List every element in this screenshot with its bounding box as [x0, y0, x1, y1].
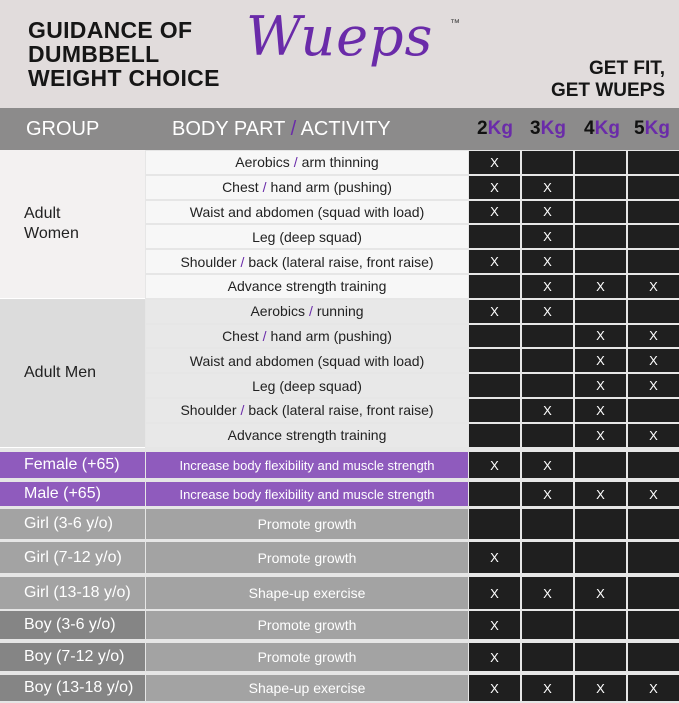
activity-text: hand arm (pushing)	[270, 327, 392, 344]
weight-cell	[522, 250, 573, 273]
activity-text: Shape-up exercise	[248, 585, 366, 601]
activity-text: Increase body flexibility and muscle strength	[179, 457, 435, 473]
slogan-line: GET WUEPS	[550, 80, 665, 101]
activity-cell	[146, 611, 468, 639]
weight-cell	[628, 325, 679, 348]
check-mark: X	[490, 179, 499, 195]
header	[0, 0, 679, 108]
weight-cell	[575, 542, 626, 573]
weight-cell	[575, 399, 626, 422]
group-label	[24, 150, 142, 299]
activity-cell	[146, 201, 468, 224]
weight-cell	[522, 643, 573, 671]
weight-cell	[469, 225, 520, 248]
weight-cell	[469, 424, 520, 447]
check-mark: X	[490, 550, 499, 565]
group-name: Girl (3-6 y/o)	[24, 515, 113, 532]
weight-cell	[469, 577, 520, 609]
activity-text: Waist and abdomen (squad with load)	[189, 203, 425, 220]
activity-text: Aerobics	[235, 154, 290, 171]
weight-cell	[628, 374, 679, 397]
weight-cell	[628, 275, 679, 298]
page-title	[28, 18, 220, 90]
weight-cell	[628, 349, 679, 372]
check-mark: X	[596, 680, 605, 696]
slash-separator: /	[262, 327, 267, 344]
weight-cell	[575, 424, 626, 447]
weight-cell	[469, 611, 520, 639]
check-mark: X	[543, 179, 552, 195]
weight-cell	[522, 201, 573, 224]
weight-cell	[522, 577, 573, 609]
activity-cell	[146, 225, 468, 248]
activity-cell	[146, 542, 468, 573]
check-mark: X	[649, 353, 658, 369]
group-name: Boy (3-6 y/o)	[24, 616, 116, 633]
brand-logo	[246, 4, 466, 74]
weight-4kg-label	[580, 108, 624, 150]
weight-cell	[575, 225, 626, 248]
weight-3kg-label	[526, 108, 570, 150]
weight-cell	[628, 151, 679, 174]
slash-separator: /	[293, 154, 298, 171]
activity-cell	[146, 250, 468, 273]
weight-cell	[628, 176, 679, 199]
weight-cell	[628, 482, 679, 506]
weight-unit: Kg	[540, 118, 566, 139]
weight-cell	[522, 509, 573, 539]
weight-cell	[628, 201, 679, 224]
weight-cell	[522, 675, 573, 701]
activity-column-label	[172, 108, 391, 150]
weight-cell	[575, 452, 626, 478]
weight-cell	[575, 201, 626, 224]
weight-cell	[469, 349, 520, 372]
group-name: Girl (7-12 y/o)	[24, 548, 122, 566]
check-mark: X	[543, 303, 552, 319]
activity-text: arm thinning	[301, 154, 379, 171]
activity-text: back (lateral raise, front raise)	[248, 402, 434, 419]
activity-text: Advance strength training	[227, 427, 387, 444]
weight-cell	[469, 300, 520, 323]
activity-text: Aerobics	[250, 303, 305, 320]
weight-number: 3	[530, 118, 541, 139]
weight-cell	[628, 542, 679, 573]
activity-label: ACTIVITY	[300, 118, 391, 140]
slash-separator: /	[290, 118, 297, 140]
activity-cell	[146, 509, 468, 539]
check-mark: X	[649, 328, 658, 344]
weight-cell	[575, 577, 626, 609]
weight-cell	[575, 325, 626, 348]
check-mark: X	[490, 457, 499, 473]
activity-text: Leg (deep squad)	[252, 228, 362, 245]
slash-separator: /	[240, 253, 245, 270]
check-mark: X	[596, 328, 605, 344]
weight-unit: Kg	[644, 118, 670, 139]
activity-cell	[146, 325, 468, 348]
activity-cell	[146, 151, 468, 174]
weight-cell	[575, 275, 626, 298]
activity-text: Promote growth	[257, 649, 357, 665]
check-mark: X	[543, 486, 552, 502]
weight-cell	[469, 643, 520, 671]
weight-cell	[522, 225, 573, 248]
weight-2kg-label	[473, 108, 517, 150]
slogan-line: GET FIT,	[589, 58, 665, 79]
weight-5kg-label	[630, 108, 674, 150]
activity-cell	[146, 675, 468, 701]
group-cell	[0, 452, 145, 478]
weight-cell	[628, 452, 679, 478]
group-name: Male (+65)	[24, 485, 101, 502]
weight-unit: Kg	[594, 118, 620, 139]
check-mark: X	[596, 585, 605, 601]
weight-cell	[469, 250, 520, 273]
activity-text: hand arm (pushing)	[270, 179, 392, 196]
title-line: DUMBBELL	[28, 41, 160, 67]
activity-cell	[146, 424, 468, 447]
weight-cell	[522, 325, 573, 348]
check-mark: X	[596, 402, 605, 418]
check-mark: X	[543, 585, 552, 601]
activity-text: Waist and abdomen (squad with load)	[189, 352, 425, 369]
group-cell	[0, 542, 145, 573]
check-mark: X	[490, 154, 499, 170]
weight-cell	[522, 482, 573, 506]
activity-cell	[146, 275, 468, 298]
weight-cell	[522, 151, 573, 174]
check-mark: X	[649, 378, 658, 394]
column-header	[0, 108, 679, 150]
check-mark: X	[543, 680, 552, 696]
weight-cell	[469, 399, 520, 422]
check-mark: X	[649, 486, 658, 502]
weight-cell	[469, 201, 520, 224]
weight-cell	[522, 399, 573, 422]
check-mark: X	[490, 649, 499, 665]
activity-text: Shoulder	[180, 253, 237, 270]
group-cell	[0, 577, 145, 609]
weight-cell	[628, 225, 679, 248]
weight-cell	[522, 275, 573, 298]
check-mark: X	[543, 254, 552, 270]
title-line: GUIDANCE OF	[28, 17, 193, 43]
group-column-label: GROUP	[26, 118, 100, 140]
group-name: Boy (7-12 y/o)	[24, 648, 125, 665]
weight-number: 2	[477, 118, 488, 139]
check-mark: X	[543, 204, 552, 220]
check-mark: X	[543, 229, 552, 245]
weight-cell	[575, 643, 626, 671]
check-mark: X	[596, 353, 605, 369]
activity-cell	[146, 349, 468, 372]
group-name: Girl (13-18 y/o)	[24, 584, 131, 601]
activity-text: Promote growth	[257, 617, 357, 633]
group-label	[24, 299, 142, 448]
weight-number: 5	[634, 118, 645, 139]
activity-text: back (lateral raise, front raise)	[248, 253, 434, 270]
check-mark: X	[490, 680, 499, 696]
activity-text: Advance strength training	[227, 278, 387, 295]
logo-text: Wueps	[246, 5, 434, 68]
activity-text: running	[316, 303, 364, 320]
group-name: Boy (13-18 y/o)	[24, 679, 134, 696]
body-part-label: BODY PART	[172, 118, 286, 140]
weight-cell	[575, 675, 626, 701]
weight-cell	[575, 509, 626, 539]
group-name: Female (+65)	[24, 456, 120, 473]
check-mark: X	[596, 486, 605, 502]
group-cell	[0, 482, 145, 506]
weight-cell	[628, 675, 679, 701]
group-cell	[0, 675, 145, 701]
check-mark: X	[596, 427, 605, 443]
activity-text: Promote growth	[257, 549, 357, 566]
weight-cell	[628, 577, 679, 609]
weight-cell	[522, 374, 573, 397]
activity-text: Promote growth	[257, 516, 357, 532]
activity-cell	[146, 482, 468, 506]
weight-cell	[469, 325, 520, 348]
weight-cell	[575, 349, 626, 372]
activity-cell	[146, 374, 468, 397]
weight-cell	[575, 300, 626, 323]
check-mark: X	[649, 680, 658, 696]
activity-text: Increase body flexibility and muscle strength	[179, 486, 435, 502]
weight-cell	[522, 542, 573, 573]
weight-cell	[522, 424, 573, 447]
weight-cell	[575, 250, 626, 273]
title-line: WEIGHT CHOICE	[28, 65, 220, 91]
check-mark: X	[490, 617, 499, 633]
weight-cell	[575, 611, 626, 639]
check-mark: X	[490, 254, 499, 270]
group-name: Adult Women	[24, 205, 79, 243]
activity-cell	[146, 176, 468, 199]
slash-separator: /	[308, 303, 313, 320]
check-mark: X	[543, 402, 552, 418]
weight-cell	[628, 509, 679, 539]
weight-cell	[469, 452, 520, 478]
weight-cell	[522, 452, 573, 478]
weight-cell	[469, 509, 520, 539]
weight-cell	[628, 250, 679, 273]
group-cell	[0, 509, 145, 539]
check-mark: X	[596, 378, 605, 394]
weight-cell	[575, 374, 626, 397]
weight-cell	[628, 424, 679, 447]
check-mark: X	[596, 278, 605, 294]
weight-number: 4	[584, 118, 595, 139]
weight-cell	[522, 300, 573, 323]
weight-cell	[522, 176, 573, 199]
weight-cell	[628, 611, 679, 639]
activity-cell	[146, 399, 468, 422]
check-mark: X	[543, 457, 552, 473]
slash-separator: /	[240, 402, 245, 419]
slash-separator: /	[262, 179, 267, 196]
weight-cell	[628, 300, 679, 323]
weight-cell	[575, 151, 626, 174]
weight-cell	[469, 176, 520, 199]
slogan	[551, 58, 665, 102]
check-mark: X	[490, 204, 499, 220]
weight-cell	[469, 374, 520, 397]
weight-cell	[469, 275, 520, 298]
activity-cell	[146, 300, 468, 323]
weight-cell	[522, 611, 573, 639]
check-mark: X	[649, 427, 658, 443]
check-mark: X	[490, 585, 499, 601]
check-mark: X	[649, 278, 658, 294]
activity-cell	[146, 643, 468, 671]
weight-cell	[628, 643, 679, 671]
trademark-mark: ™	[450, 18, 460, 29]
weight-cell	[575, 176, 626, 199]
group-cell	[0, 643, 145, 671]
activity-text: Chest	[222, 179, 259, 196]
weight-cell	[628, 399, 679, 422]
activity-cell	[146, 452, 468, 478]
weight-cell	[469, 542, 520, 573]
group-cell	[0, 611, 145, 639]
weight-cell	[522, 349, 573, 372]
weight-cell	[575, 482, 626, 506]
weight-cell	[469, 482, 520, 506]
weight-cell	[469, 675, 520, 701]
check-mark: X	[543, 278, 552, 294]
weight-unit: Kg	[487, 118, 513, 139]
weight-cell	[469, 151, 520, 174]
check-mark: X	[490, 303, 499, 319]
activity-cell	[146, 577, 468, 609]
activity-text: Chest	[222, 327, 259, 344]
activity-text: Shoulder	[180, 402, 237, 419]
group-name: Adult Men	[24, 364, 97, 382]
activity-text: Leg (deep squad)	[252, 377, 362, 394]
activity-text: Shape-up exercise	[248, 680, 366, 696]
